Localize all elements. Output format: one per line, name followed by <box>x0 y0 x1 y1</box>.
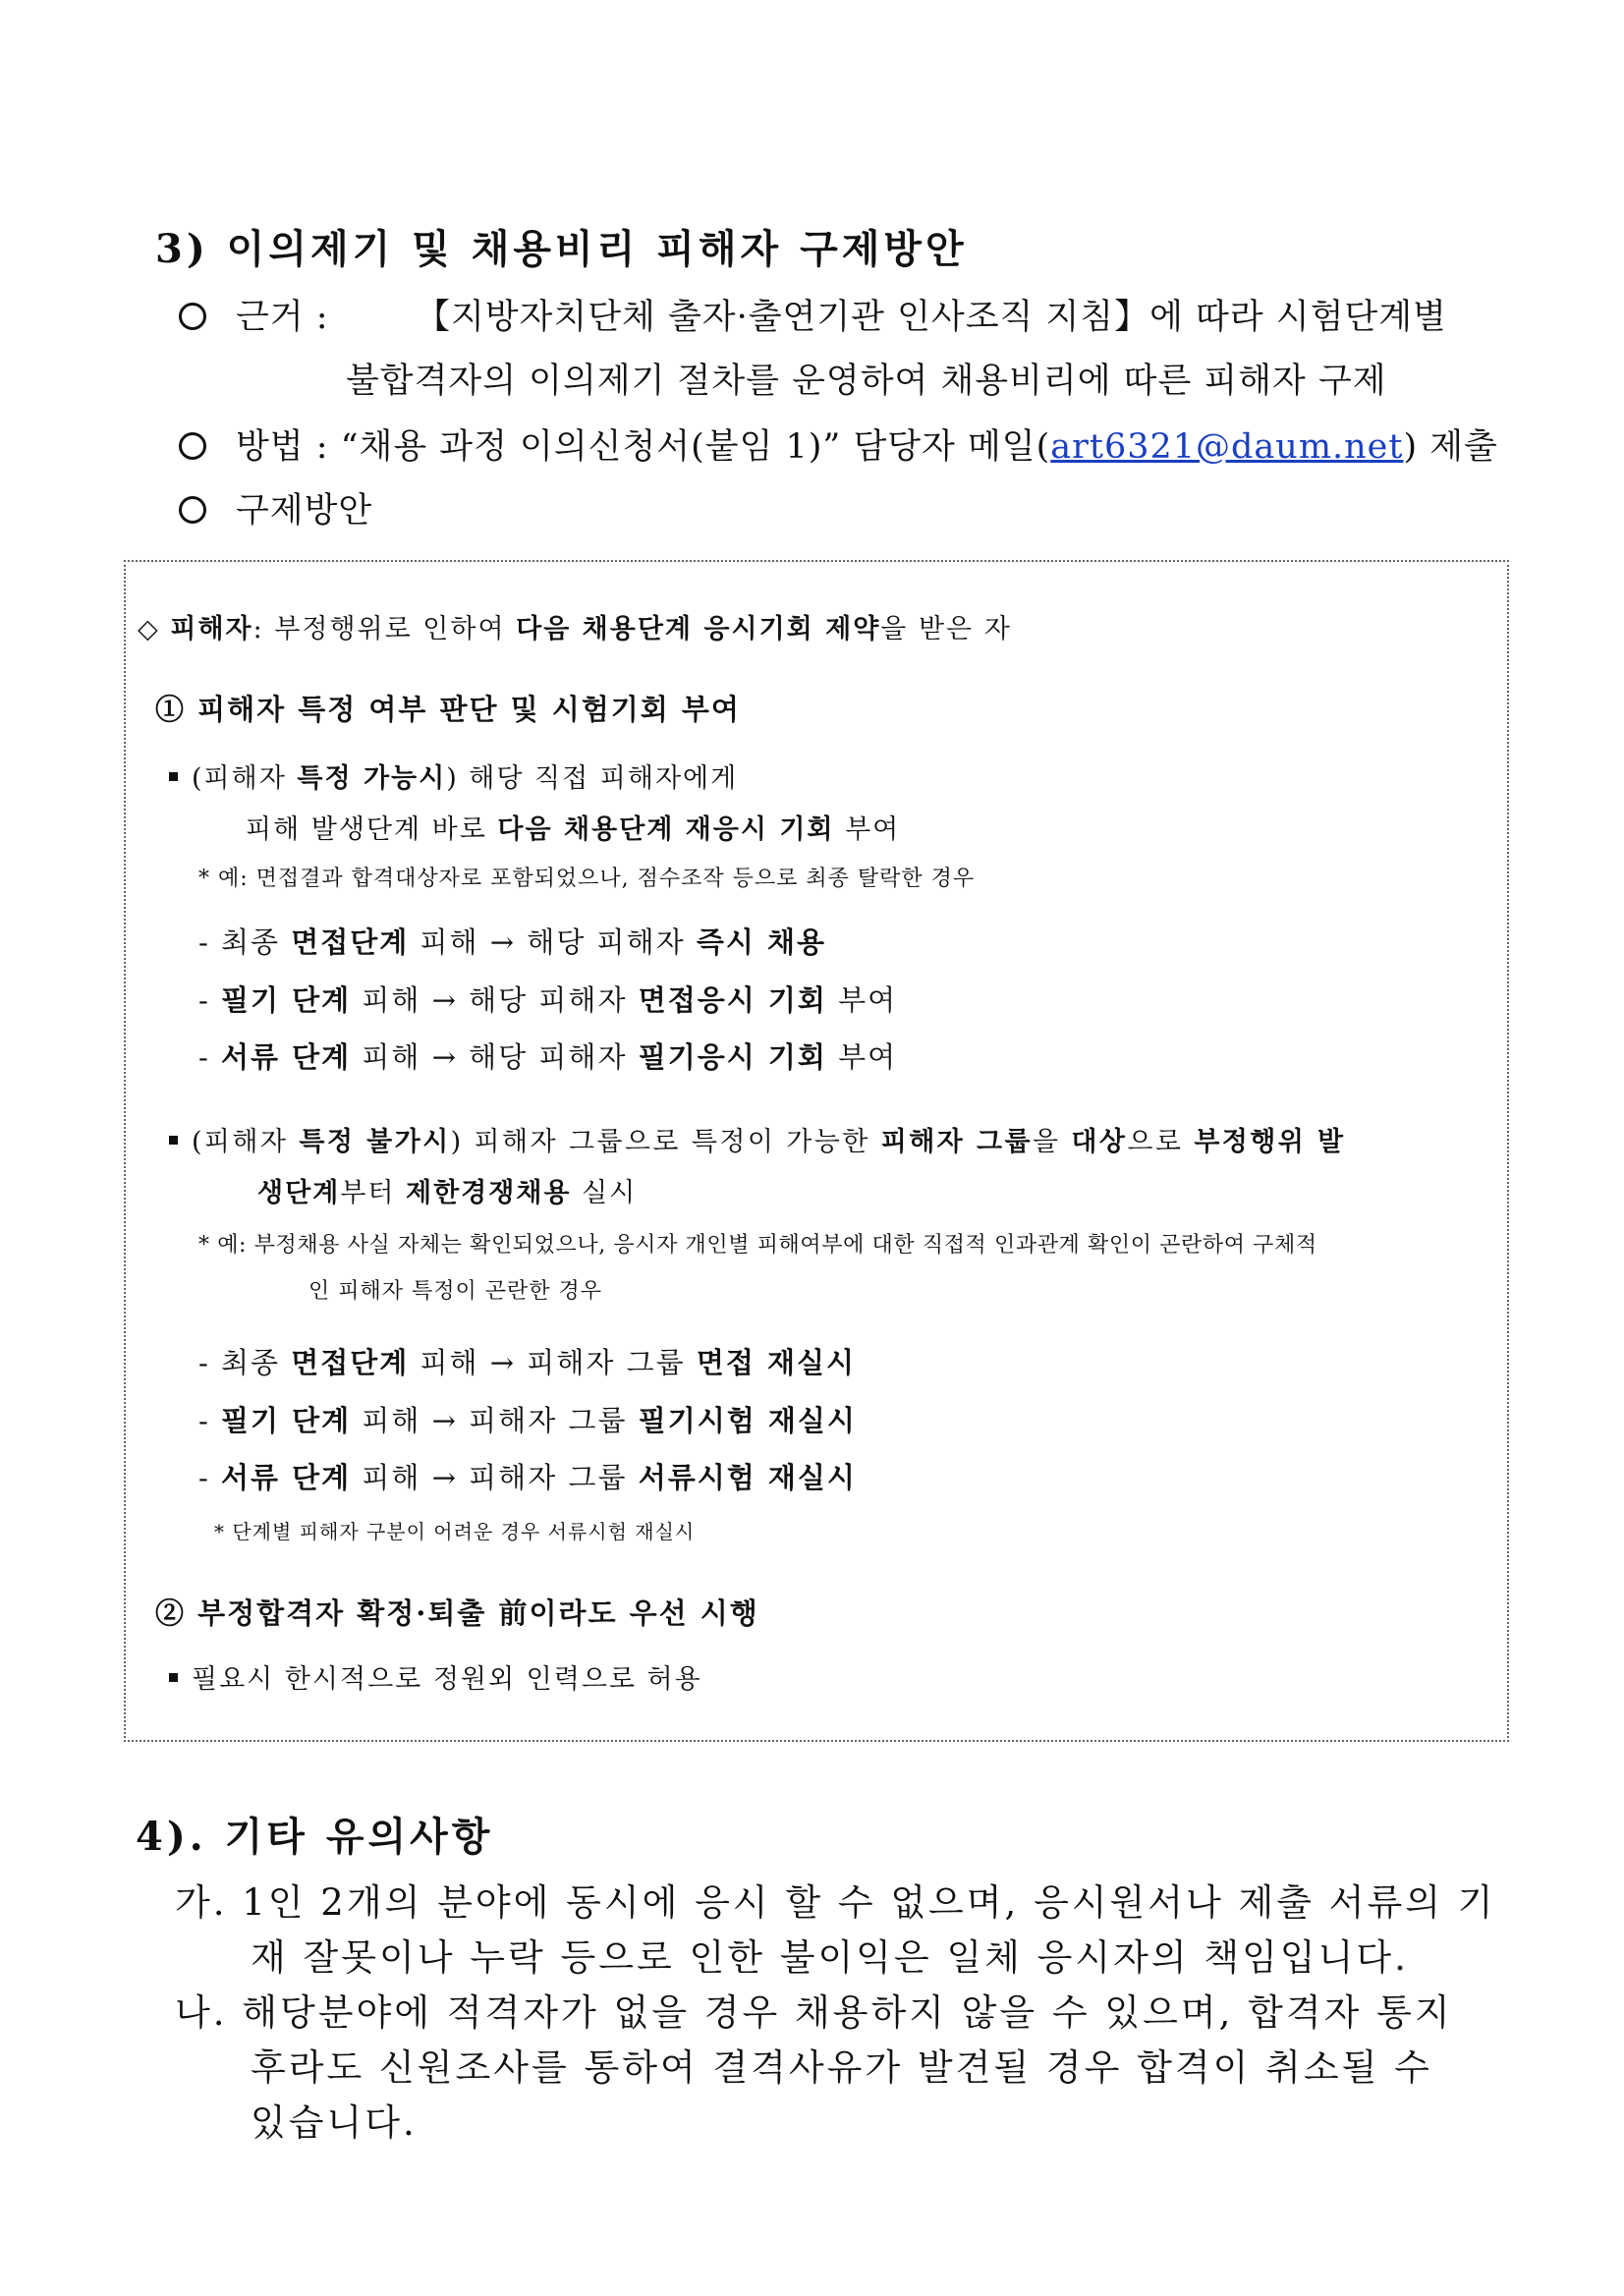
circle-bullet-icon <box>179 496 206 524</box>
basis-label: 근거 : <box>236 298 329 337</box>
square-bullet-icon <box>169 1136 178 1145</box>
specific-interview-item: - 최종 면접단계 피해 → 해당 피해자 즉시 채용 <box>198 925 826 959</box>
nonspecific-stage-note: * 단계별 피해자 구분이 어려운 경우 서류시험 재실시 <box>214 1520 696 1543</box>
nonspecific-case-line-1: (피해자 특정 불가시) 피해자 그룹으로 특정이 가능한 피해자 그룹을 대상으로 부정행위 발 <box>169 1120 1346 1158</box>
nonspecific-written-item: - 필기 단계 피해 → 피해자 그룹 필기시험 재실시 <box>198 1404 857 1437</box>
method-line <box>179 420 1498 469</box>
basis-text-2: 불합격자의 이의제기 절차를 운영하여 채용비리에 따른 피해자 구제 <box>346 362 1387 401</box>
remedy-line <box>179 483 372 532</box>
specific-written-item: - 필기 단계 피해 → 해당 피해자 면접응시 기회 부여 <box>198 983 898 1017</box>
remedy-label: 구제방안 <box>236 491 373 531</box>
nonspecific-case-line-2: 생단계부터 제한경쟁채용 실시 <box>257 1178 638 1208</box>
square-bullet-icon <box>169 1673 178 1682</box>
nonspecific-case-note-2: 인 피해자 특정이 곤란한 경우 <box>308 1279 602 1304</box>
subsection-2-item: 필요시 한시적으로 정원외 인력으로 허용 <box>169 1657 702 1696</box>
subsection-2-title: ② 부정합격자 확정·퇴출 前이라도 우선 시행 <box>155 1596 759 1630</box>
basis-text-1: 【지방자치단체 출자·출연기관 인사조직 지침】에 따라 시험단계별 <box>416 298 1447 337</box>
nonspecific-interview-item: - 최종 면접단계 피해 → 피해자 그룹 면접 재실시 <box>198 1346 856 1379</box>
specific-case-line-2: 피해 발생단계 바로 다음 채용단계 재응시 기회 부여 <box>246 814 901 845</box>
method-suffix: ) 제출 <box>1403 427 1498 467</box>
nonspecific-document-item: - 서류 단계 피해 → 피해자 그룹 서류시험 재실시 <box>198 1461 857 1494</box>
nonspecific-case-note-1: * 예: 부정채용 사실 자체는 확인되었으나, 응시자 개인별 피해여부에 대한 직접적 인과관계 확인이 곤란하여 구체적 <box>198 1233 1317 1258</box>
notice-ga-line-2: 재 잘못이나 누락 등으로 인한 불이익은 일체 응시자의 책임입니다. <box>251 1936 1409 1979</box>
basis-line <box>179 290 329 339</box>
subsection-1-title: ① 피해자 특정 여부 판단 및 시험기회 부여 <box>155 693 741 726</box>
notice-na-line-2: 후라도 신원조사를 통하여 결격사유가 발견될 경우 합격이 취소될 수 <box>251 2046 1432 2089</box>
specific-document-item: - 서류 단계 피해 → 해당 피해자 필기응시 기회 부여 <box>198 1040 898 1074</box>
section-3-title: 3) 이의제기 및 채용비리 피해자 구제방안 <box>155 226 968 272</box>
notice-na-line-1: 나. 해당분야에 적격자가 없을 경우 채용하지 않을 수 있으며, 합격자 통지 <box>175 1991 1453 2034</box>
specific-case-note: * 예: 면접결과 합격대상자로 포함되었으나, 점수조작 등으로 최종 탈락한 경우 <box>198 867 976 891</box>
method-prefix: 방법 : “채용 과정 이의신청서(붙임 1)” 담당자 메일( <box>236 427 1051 467</box>
square-bullet-icon <box>169 772 178 781</box>
circle-bullet-icon <box>179 432 206 460</box>
notice-na-line-3: 있습니다. <box>251 2101 418 2144</box>
circle-bullet-icon <box>179 303 206 330</box>
definition-term: 피해자 <box>170 614 253 644</box>
section-4-title: 4). 기타 유의사항 <box>136 1814 494 1860</box>
diamond-icon: ◇ <box>138 614 160 644</box>
specific-case-line-1: (피해자 특정 가능시) 해당 직접 피해자에게 <box>169 756 738 795</box>
notice-ga-line-1: 가. 1인 2개의 분야에 동시에 응시 할 수 없으며, 응시원서나 제출 서류의 기 <box>175 1881 1496 1924</box>
method-email-link[interactable]: art6321@daum.net <box>1050 427 1404 467</box>
victim-definition: ◇ 피해자: 부정행위로 인하여 다음 채용단계 응시기회 제약을 받은 자 <box>138 614 1012 644</box>
